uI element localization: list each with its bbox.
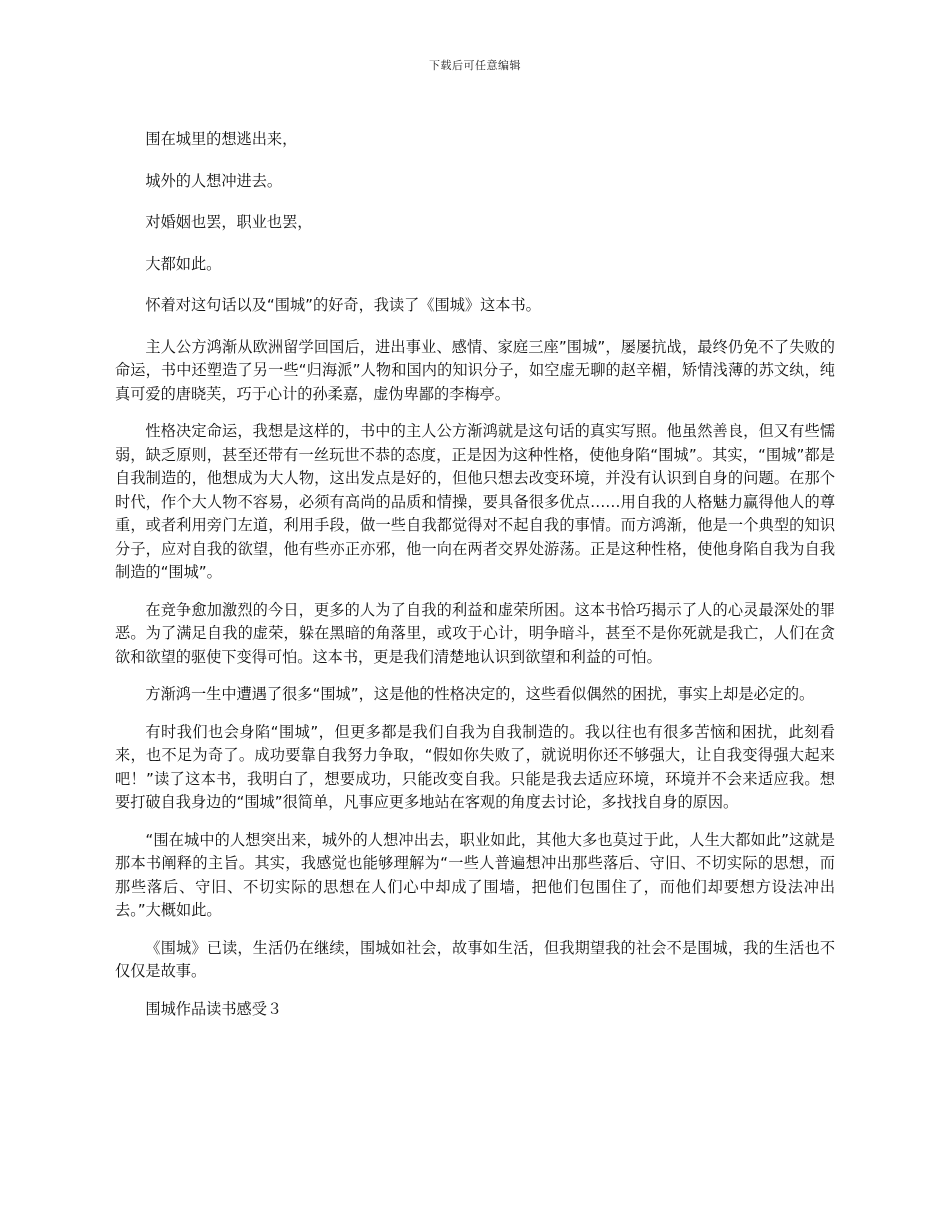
paragraph: 围在城里的想逃出来，	[145, 130, 298, 148]
paragraph: 主人公方鸿渐从欧洲留学回国后，进出事业、感情、家庭三座”围城”，屡屡抗战，最终仍免不了失败的命运，书中还塑造了另一些“归海派”人物和国内的知识分子，如空虚无聊的赵辛楣，矫情浅薄的苏文纨，纯真可爱的唐晓芙，巧于心计的孙柔嘉，虚伪卑鄙的李梅亭。	[115, 337, 835, 403]
paragraph: 怀着对这句话以及“围城”的好奇，我读了《围城》这本书。	[145, 296, 541, 314]
paragraph: 有时我们也会身陷“围城”，但更多都是我们自我为自我制造的。我以往也有很多苦恼和困扰，此刻看来，也不足为奇了。成功要靠自我努力争取，“假如你失败了，就说明你还不够强大，让自我变得强大起来吧！”读了这本书，我明白了，想要成功，只能改变自我。只能是我去适应环境，环境并不会来适应我。想要打破自我身边的“围城”很简单，凡事应更多地站在客观的角度去讨论，多找找自身的原因。	[115, 722, 835, 811]
paragraph: 大都如此。	[145, 254, 222, 273]
paragraph: 城外的人想冲进去。	[145, 171, 283, 190]
paragraph: “围在城中的人想突出来，城外的人想冲出去，职业如此，其他大多也莫过于此，人生大都如此”这就是那本书阐释的主旨。其实，我感觉也能够理解为“一些人普遍想冲出那些落后、守旧、不切实际的思想，而那些落后、守旧、不切实际的思想在人们心中却成了围墙，把他们包围住了，而他们却要想方设法冲出去。”大概如此。	[115, 830, 835, 919]
paragraph: 对婚姻也罢，职业也罢，	[145, 213, 313, 231]
paragraph: 方渐鸿一生中遭遇了很多“围城”，这是他的性格决定的，这些看似偶然的困扰，事实上却是必定的。	[145, 685, 815, 703]
page-header-note: 下载后可任意编辑	[429, 59, 521, 72]
paragraph: 在竞争愈加激烈的今日，更多的人为了自我的利益和虚荣所困。这本书恰巧揭示了人的心灵最深处的罪恶。为了满足自我的虚荣，躲在黑暗的角落里，或攻于心计，明争暗斗，甚至不是你死就是我亡，人们在贪欲和欲望的驱使下变得可怕。这本书，更是我们清楚地认识到欲望和利益的可怕。	[115, 600, 835, 666]
paragraph: 《围城》已读，生活仍在继续，围城如社会，故事如生活，但我期望我的社会不是围城，我的生活也不仅仅是故事。	[115, 938, 835, 980]
section-heading: 围城作品读书感受３	[145, 999, 283, 1018]
document-body	[115, 128, 835, 1035]
paragraph: 性格决定命运，我想是这样的，书中的主人公方渐鸿就是这句话的真实写照。他虽然善良，但又有些懦弱，缺乏原则，甚至还带有一丝玩世不恭的态度，正是因为这种性格，使他身陷“围城”。其实，“围城”都是自我制造的，他想成为大人物，这出发点是好的，但他只想去改变环境，并没有认识到自身的问题。在那个时代，作个大人物不容易，必须有高尚的品质和情操，要具备很多优点……用自我的人格魅力赢得他人的尊重，或者利用旁门左道，利用手段，做一些自我都觉得对不起自我的事情。而方鸿渐，他是一个典型的知识分子，应对自我的欲望，他有些亦正亦邪，他一向在两者交界处游荡。正是这种性格，使他身陷自我为自我制造的“围城”。	[115, 422, 835, 581]
